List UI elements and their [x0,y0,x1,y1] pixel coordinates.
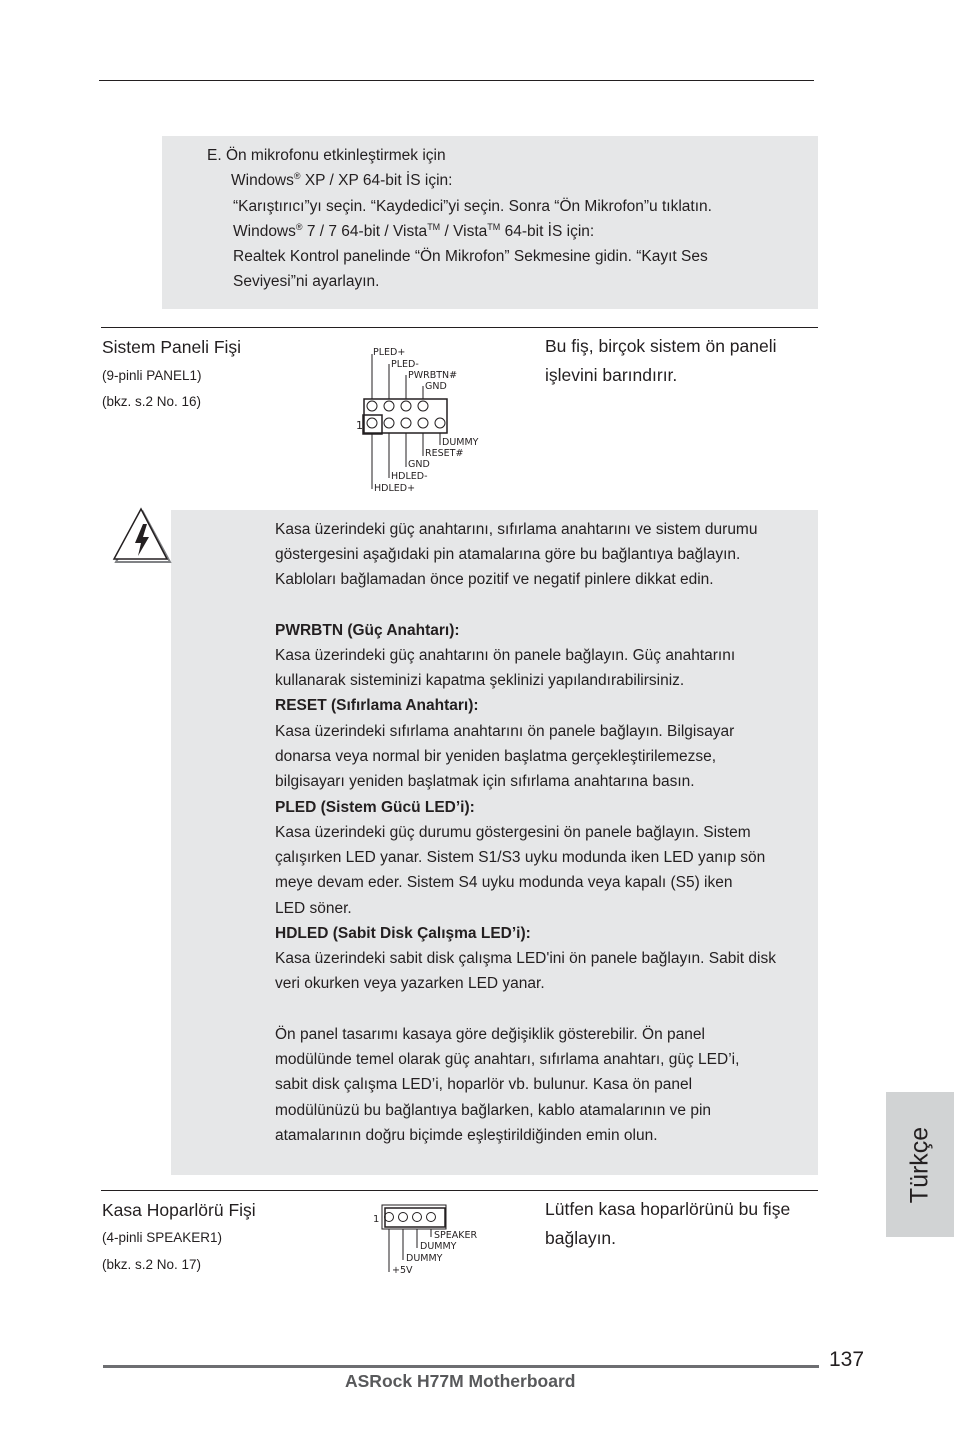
warning-intro-3: Kabloları bağlamadan önce pozitif ve negatif pinlere dikkat edin. [275,571,714,588]
language-tab [886,1092,954,1237]
footer-product-name: ASRock H77M Motherboard [345,1371,576,1391]
panel-note-5: atamalarının doğru biçimde eşleştirildiğinden emin olun. [275,1127,658,1144]
pled-text-3: meye devam eder. Sistem S4 uyku modunda veya kapalı (S5) iken [275,874,733,891]
speaker-header-title: Kasa Hoparlörü Fişi [102,1200,256,1220]
pin-label-gnd-top: GND [425,381,447,392]
mic-win7-instructions-2: Seviyesi”ni ayarlayın. [233,273,380,290]
pled-text-1: Kasa üzerindeki güç durumu göstergesini ön panele bağlayın. Sistem [275,824,751,841]
mic-xp-instructions: “Karıştırıcı”yı seçin. “Kaydedici”yi seçin. Sonra “Ön Mikrofon”u tıklatın. [233,198,712,215]
speaker-label-dummy-1: DUMMY [420,1241,457,1252]
warning-triangle-icon [110,506,174,566]
speaker-description: Lütfen kasa hoparlörünü bu fişe bağlayın. [545,1199,791,1248]
pin-label-hdled-minus: HDLED- [391,471,428,482]
pled-text-2: çalışırken LED yanar. Sistem S1/S3 uyku modunda iken LED yanıp sön [275,849,766,866]
panel-header-pins: (9-pinli PANEL1) [102,368,202,383]
speaker-section-rule [101,1190,818,1191]
mic-win7-instructions-1: Realtek Kontrol panelinde “Ön Mikrofon” Sekmesine gidin. “Kayıt Ses [233,248,708,265]
pin-label-pled-minus: PLED- [391,359,419,370]
pin1-marker: 1 [356,419,363,432]
pled-text-4: LED söner. [275,900,352,917]
panel-header-ref: (bkz. s.2 No. 16) [102,394,202,409]
panel-note-2: modülünde temel olarak güç anahtarı, sıfırlama anahtarı, güç LED’i, [275,1051,740,1068]
reset-text-3: bilgisayarı yeniden başlatmak için sıfırlama anahtarına basın. [275,773,695,790]
mic-step-title: E. Ön mikrofonu etkinleştirmek için [207,147,446,164]
top-rule [99,80,814,81]
footer-rule [103,1365,819,1368]
speaker-label-5v: +5V [392,1265,413,1276]
hdled-heading: HDLED (Sabit Disk Çalışma LED’i): [275,925,531,942]
panel-note-4: modülünüzü bu bağlantıya bağlarken, kablo atamalarının ve pin [275,1102,712,1119]
warning-intro-2: göstergesini aşağıdaki pin atamalarına göre bu bağlantıya bağlayın. [275,546,741,563]
panel1-pin-diagram [355,344,490,494]
language-tab-label: Türkçe [905,1126,934,1203]
warning-intro-1: Kasa üzerindeki güç anahtarını, sıfırlama anahtarını ve sistem durumu [275,521,758,538]
speaker-label-dummy-2: DUMMY [406,1253,443,1264]
pin-label-hdled-plus: HDLED+ [374,483,416,494]
speaker-header-ref: (bkz. s.2 No. 17) [102,1257,202,1272]
reset-text-2: donarsa veya normal bir yeniden başlatma gerçekleştirilemezse, [275,748,717,765]
hdled-text-1: Kasa üzerindeki sabit disk çalışma LED'ini ön panele bağlayın. Sabit disk [275,950,776,967]
pwrbtn-heading: PWRBTN (Güç Anahtarı): [275,622,460,639]
reset-text-1: Kasa üzerindeki sıfırlama anahtarını ön panele bağlayın. Bilgisayar [275,723,735,740]
pin-label-pwrbtn: PWRBTN# [408,370,458,381]
panel-note-3: sabit disk çalışma LED’i, hoparlör vb. bulunur. Kasa ön panel [275,1076,693,1093]
pin-label-dummy: DUMMY [442,437,479,448]
pin-label-pled-plus: PLED+ [373,347,406,358]
reset-heading: RESET (Sıfırlama Anahtarı): [275,697,479,714]
speaker-pin1-marker: 1 [373,1214,380,1225]
pin-label-gnd-bottom: GND [408,459,430,470]
panel-header-title: Sistem Paneli Fişi [102,337,242,357]
hdled-text-2: veri okurken veya yazarken LED yanar. [275,975,545,992]
page-number: 137 [829,1348,865,1371]
pwrbtn-text-1: Kasa üzerindeki güç anahtarını ön panele bağlayın. Güç anahtarını [275,647,736,664]
speaker1-pin-diagram [372,1204,487,1276]
mic-xp-heading: Windows® XP / XP 64-bit İS için: [231,171,453,189]
speaker-label-speaker: SPEAKER [434,1230,478,1241]
pin-label-reset: RESET# [425,448,464,459]
speaker-header-pins: (4-pinli SPEAKER1) [102,1230,223,1245]
panel-description: Bu fiş, birçok sistem ön paneli işlevini barındırır. [545,336,777,385]
mic-win7-heading: Windows® 7 / 7 64-bit / Vista™ / Vista™ 64-bit İS için: [233,222,595,240]
pled-heading: PLED (Sistem Gücü LED’i): [275,799,475,816]
panel-note-1: Ön panel tasarımı kasaya göre değişiklik gösterebilir. Ön panel [275,1026,705,1043]
panel-section-rule [101,327,818,328]
pwrbtn-text-2: kullanarak sisteminizi kapatma şeklinizi yapılandırabilirsiniz. [275,672,685,689]
